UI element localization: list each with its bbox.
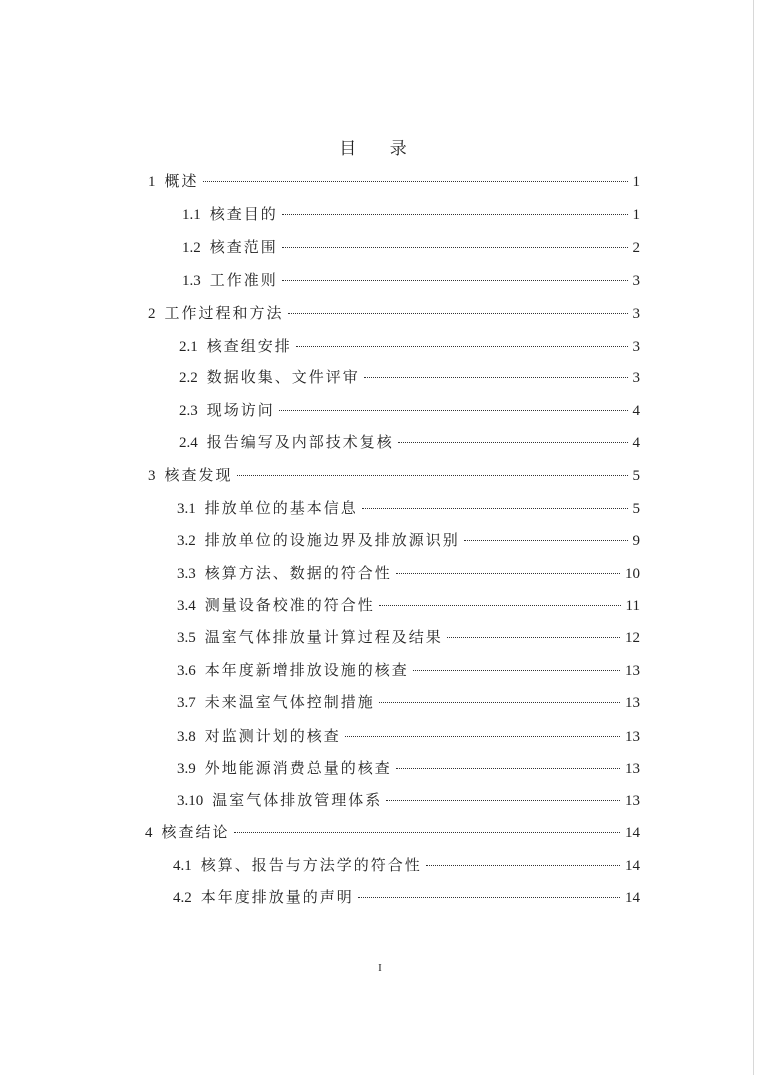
toc-page: 5 (632, 468, 640, 484)
toc-entry[interactable] (145, 821, 640, 843)
toc-number: 2.2 (179, 370, 198, 386)
toc-text: 概述 (164, 172, 199, 190)
toc-entry[interactable] (179, 399, 640, 421)
dot-leader (282, 214, 628, 215)
toc-page: 13 (625, 761, 640, 777)
toc-page: 13 (625, 663, 640, 679)
dot-leader (364, 377, 628, 378)
toc-text: 报告编写及内部技术复核 (206, 433, 394, 451)
toc-text: 工作过程和方法 (164, 304, 284, 322)
dot-leader (464, 540, 628, 541)
toc-entry[interactable] (182, 236, 640, 258)
toc-page: 1 (632, 207, 640, 223)
toc-entry[interactable] (177, 594, 640, 616)
dot-leader (447, 637, 620, 638)
toc-entry[interactable] (177, 691, 640, 713)
dot-leader (396, 573, 620, 574)
toc-text: 温室气体排放管理体系 (212, 791, 383, 809)
toc-entry[interactable] (177, 562, 640, 584)
toc-number: 3.10 (177, 793, 204, 809)
toc-entry[interactable] (179, 431, 640, 453)
dot-leader (379, 605, 621, 606)
dot-leader (288, 313, 628, 314)
toc-number: 3.7 (177, 695, 196, 711)
toc-page: 13 (625, 695, 640, 711)
dot-leader (237, 475, 628, 476)
toc-number: 3.6 (177, 663, 196, 679)
toc-entry[interactable] (179, 335, 640, 357)
toc-text: 外地能源消费总量的核查 (204, 759, 392, 777)
toc-text: 对监测计划的核查 (204, 727, 341, 745)
toc-text: 核查发现 (164, 466, 233, 484)
toc-text: 本年度排放量的声明 (200, 888, 354, 906)
dot-leader (396, 768, 620, 769)
toc-page: 14 (625, 890, 640, 906)
toc-number: 3 (148, 468, 156, 484)
toc-number: 2.1 (179, 339, 198, 355)
dot-leader (345, 736, 620, 737)
dot-leader (362, 508, 628, 509)
toc-entry[interactable] (182, 269, 640, 291)
toc-number: 4.1 (173, 858, 192, 874)
toc-page: 12 (625, 630, 640, 646)
toc-number: 4 (145, 825, 153, 841)
toc-page: 1 (632, 174, 640, 190)
dot-leader (358, 897, 620, 898)
toc-number: 3.1 (177, 501, 196, 517)
toc-number: 3.9 (177, 761, 196, 777)
dot-leader (203, 181, 628, 182)
toc-text: 本年度新增排放设施的核查 (204, 661, 409, 679)
toc-number: 3.3 (177, 566, 196, 582)
toc-text: 核查目的 (209, 205, 278, 223)
toc-title: 目 录 (339, 139, 421, 159)
toc-number: 2 (148, 306, 156, 322)
toc-number: 3.4 (177, 598, 196, 614)
toc-number: 1.2 (182, 240, 201, 256)
page-number-footer: I (378, 962, 382, 974)
toc-number: 1.3 (182, 273, 201, 289)
dot-leader (413, 670, 620, 671)
toc-entry[interactable] (173, 854, 640, 876)
toc-page: 13 (625, 729, 640, 745)
dot-leader (282, 280, 628, 281)
toc-page: 10 (625, 566, 640, 582)
toc-entry[interactable] (177, 725, 640, 747)
toc-text: 核算方法、数据的符合性 (204, 564, 392, 582)
toc-number: 4.2 (173, 890, 192, 906)
dot-leader (234, 832, 620, 833)
dot-leader (296, 346, 628, 347)
toc-page: 9 (632, 533, 640, 549)
toc-page: 3 (632, 273, 640, 289)
toc-text: 数据收集、文件评审 (206, 368, 360, 386)
toc-page: 2 (632, 240, 640, 256)
toc-text: 排放单位的设施边界及排放源识别 (204, 531, 460, 549)
dot-leader (379, 702, 620, 703)
toc-number: 1.1 (182, 207, 201, 223)
toc-text: 未来温室气体控制措施 (204, 693, 375, 711)
toc-entry[interactable] (148, 464, 640, 486)
dot-leader (398, 442, 628, 443)
toc-entry[interactable] (177, 659, 640, 681)
dot-leader (386, 800, 620, 801)
toc-entry[interactable] (177, 626, 640, 648)
toc-text: 核算、报告与方法学的符合性 (200, 856, 422, 874)
toc-text: 现场访问 (206, 401, 275, 419)
toc-text: 工作准则 (209, 271, 278, 289)
toc-page: 4 (632, 403, 640, 419)
toc-page: 14 (625, 825, 640, 841)
toc-text: 温室气体排放量计算过程及结果 (204, 628, 443, 646)
dot-leader (426, 865, 620, 866)
toc-entry[interactable] (177, 529, 640, 551)
toc-page: 3 (632, 370, 640, 386)
toc-number: 3.8 (177, 729, 196, 745)
toc-page: 14 (625, 858, 640, 874)
toc-entry[interactable] (148, 302, 640, 324)
toc-number: 3.5 (177, 630, 196, 646)
toc-entry[interactable] (173, 886, 640, 908)
dot-leader (282, 247, 628, 248)
toc-number: 3.2 (177, 533, 196, 549)
toc-number: 2.4 (179, 435, 198, 451)
toc-entry[interactable] (182, 203, 640, 225)
toc-entry[interactable] (148, 170, 640, 192)
toc-page: 13 (625, 793, 640, 809)
toc-text: 核查范围 (209, 238, 278, 256)
toc-entry[interactable] (177, 757, 640, 779)
toc-page: 3 (632, 306, 640, 322)
page-edge-line (753, 0, 754, 1075)
toc-text: 排放单位的基本信息 (204, 499, 358, 517)
toc-number: 1 (148, 174, 156, 190)
toc-entry[interactable] (179, 366, 640, 388)
dot-leader (279, 410, 628, 411)
toc-text: 核查组安排 (206, 337, 292, 355)
toc-entry[interactable] (177, 789, 640, 811)
toc-page: 3 (632, 339, 640, 355)
toc-text: 测量设备校准的符合性 (204, 596, 375, 614)
toc-page: 11 (625, 598, 640, 614)
toc-number: 2.3 (179, 403, 198, 419)
toc-entry[interactable] (177, 497, 640, 519)
toc-page: 5 (632, 501, 640, 517)
toc-text: 核查结论 (161, 823, 230, 841)
toc-page: 4 (632, 435, 640, 451)
